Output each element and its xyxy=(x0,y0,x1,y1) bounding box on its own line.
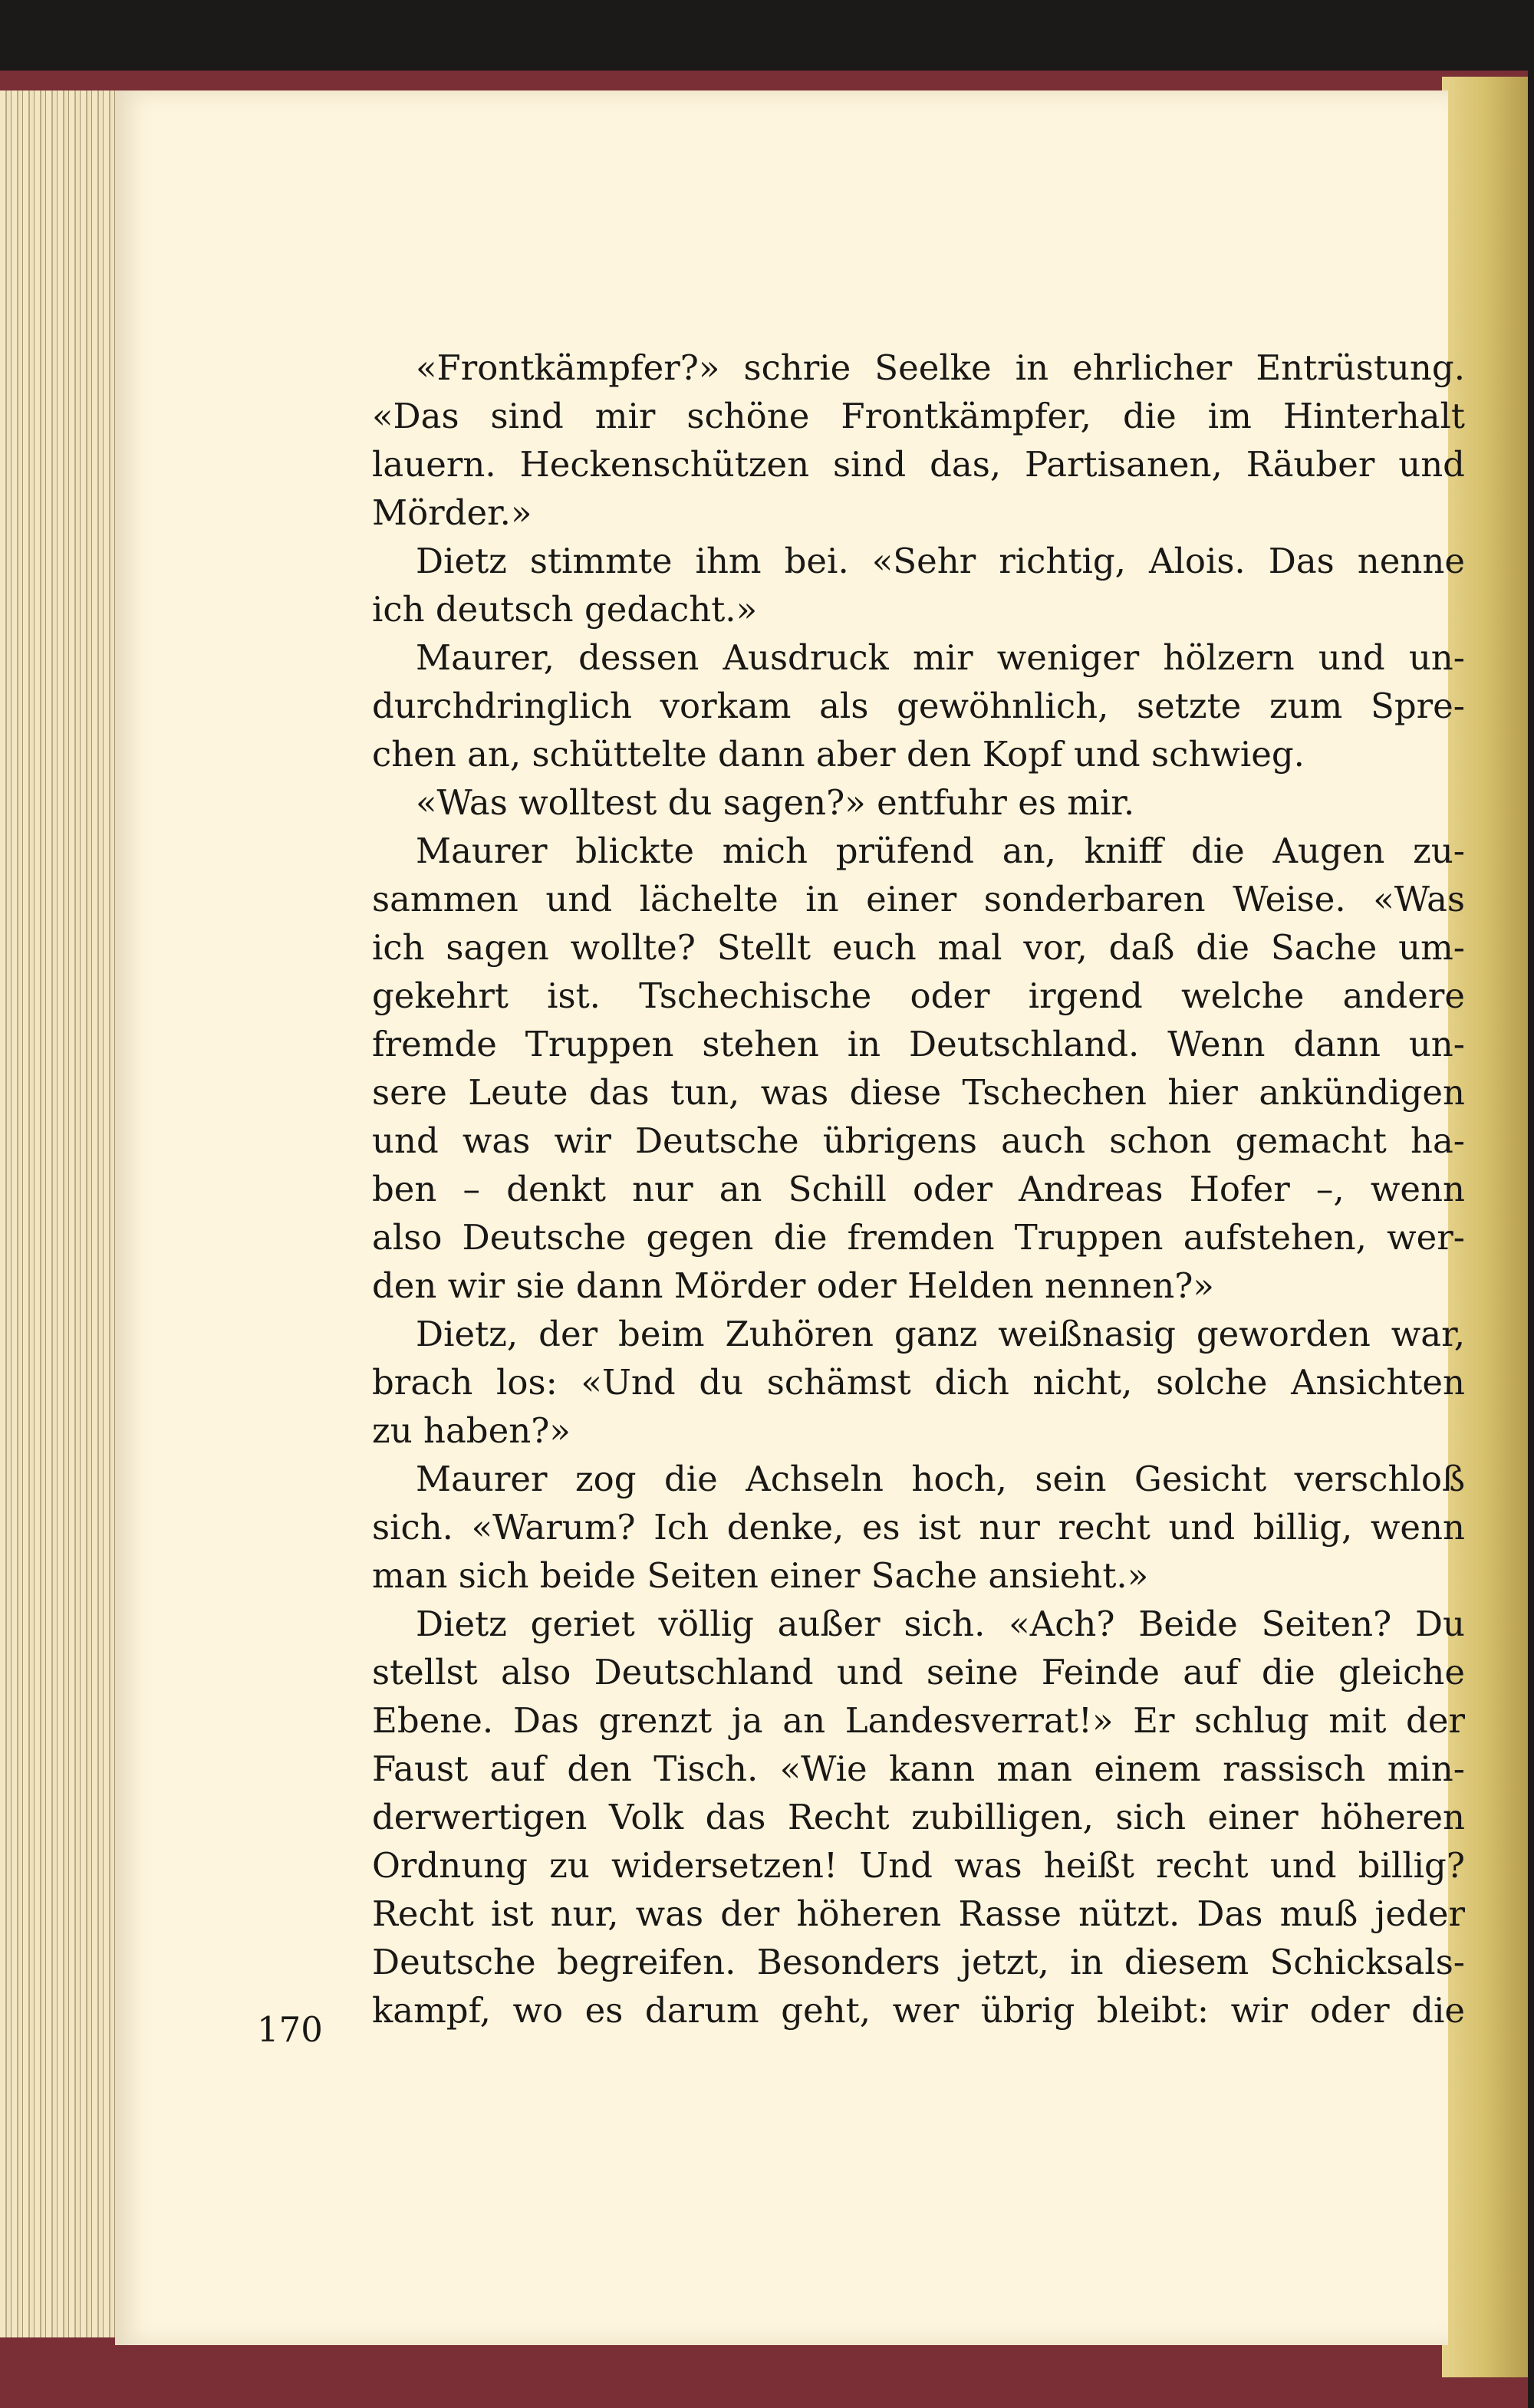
text-line: sammen und lächelte in einer sonderbaren Weise. «Was xyxy=(372,879,1465,919)
text-line: zu haben?» xyxy=(372,1410,571,1451)
page-number: 170 xyxy=(257,2009,323,2050)
text-line: ich sagen wollte? Stellt euch mal vor, daß die Sache um- xyxy=(372,927,1465,968)
text-line: «Das sind mir schöne Frontkämpfer, die im Hinterhalt xyxy=(372,396,1465,436)
text-line: Maurer, dessen Ausdruck mir weniger hölzern und un- xyxy=(416,637,1465,678)
page-stack-edge xyxy=(0,90,117,2337)
text-line: Faust auf den Tisch. «Wie kann man einem rassisch min- xyxy=(372,1748,1465,1789)
text-line: durchdringlich vorkam als gewöhnlich, setzte zum Spre- xyxy=(372,686,1465,726)
text-line: brach los: «Und du schämst dich nicht, solche Ansichten xyxy=(372,1362,1465,1403)
text-line: also Deutsche gegen die fremden Truppen aufstehen, wer- xyxy=(372,1217,1465,1258)
text-line: fremde Truppen stehen in Deutschland. Wenn dann un- xyxy=(372,1024,1465,1064)
text-line: «Was wolltest du sagen?» entfuhr es mir. xyxy=(416,782,1135,823)
text-line: Dietz geriet völlig außer sich. «Ach? Beide Seiten? Du xyxy=(416,1604,1465,1644)
text-line: gekehrt ist. Tschechische oder irgend welche andere xyxy=(372,975,1465,1016)
text-line: Recht ist nur, was der höheren Rasse nützt. Das muß jeder xyxy=(372,1893,1465,1934)
text-line: Ebene. Das grenzt ja an Landesverrat!» Er schlug mit der xyxy=(372,1700,1465,1741)
text-line: Maurer zog die Achseln hoch, sein Gesicht verschloß xyxy=(416,1459,1465,1499)
text-line: ben – denkt nur an Schill oder Andreas Hofer –, wenn xyxy=(372,1169,1465,1209)
text-line: sich. «Warum? Ich denke, es ist nur recht und billig, wenn xyxy=(372,1507,1465,1548)
text-line: kampf, wo es darum geht, wer übrig bleibt: wir oder die xyxy=(372,1990,1465,2031)
text-line: Maurer blickte mich prüfend an, kniff die Augen zu- xyxy=(416,831,1465,871)
text-line: sere Leute das tun, was diese Tschechen hier ankündigen xyxy=(372,1072,1465,1113)
text-line: «Frontkämpfer?» schrie Seelke in ehrlicher Entrüstung. xyxy=(416,347,1465,388)
text-line: ich deutsch gedacht.» xyxy=(372,589,758,630)
text-line: man sich beide Seiten einer Sache ansieht.» xyxy=(372,1555,1149,1596)
text-line: den wir sie dann Mörder oder Helden nennen?» xyxy=(372,1265,1214,1306)
text-line: stellst also Deutschland und seine Feinde auf die gleiche xyxy=(372,1652,1465,1693)
text-line: Ordnung zu widersetzen! Und was heißt recht und billig? xyxy=(372,1845,1465,1886)
text-line: derwertigen Volk das Recht zubilligen, sich einer höheren xyxy=(372,1797,1465,1837)
text-line: Dietz, der beim Zuhören ganz weißnasig geworden war, xyxy=(416,1314,1465,1354)
text-line: Mörder.» xyxy=(372,492,532,533)
body-text xyxy=(372,344,1465,2035)
text-line: und was wir Deutsche übrigens auch schon gemacht ha- xyxy=(372,1120,1465,1161)
text-line: Dietz stimmte ihm bei. «Sehr richtig, Alois. Das nenne xyxy=(416,541,1465,581)
text-line: chen an, schüttelte dann aber den Kopf und schwieg. xyxy=(372,734,1305,775)
text-line: Deutsche begreifen. Besonders jetzt, in diesem Schicksals- xyxy=(372,1942,1465,1982)
text-line: lauern. Heckenschützen sind das, Partisanen, Räuber und xyxy=(372,444,1465,485)
